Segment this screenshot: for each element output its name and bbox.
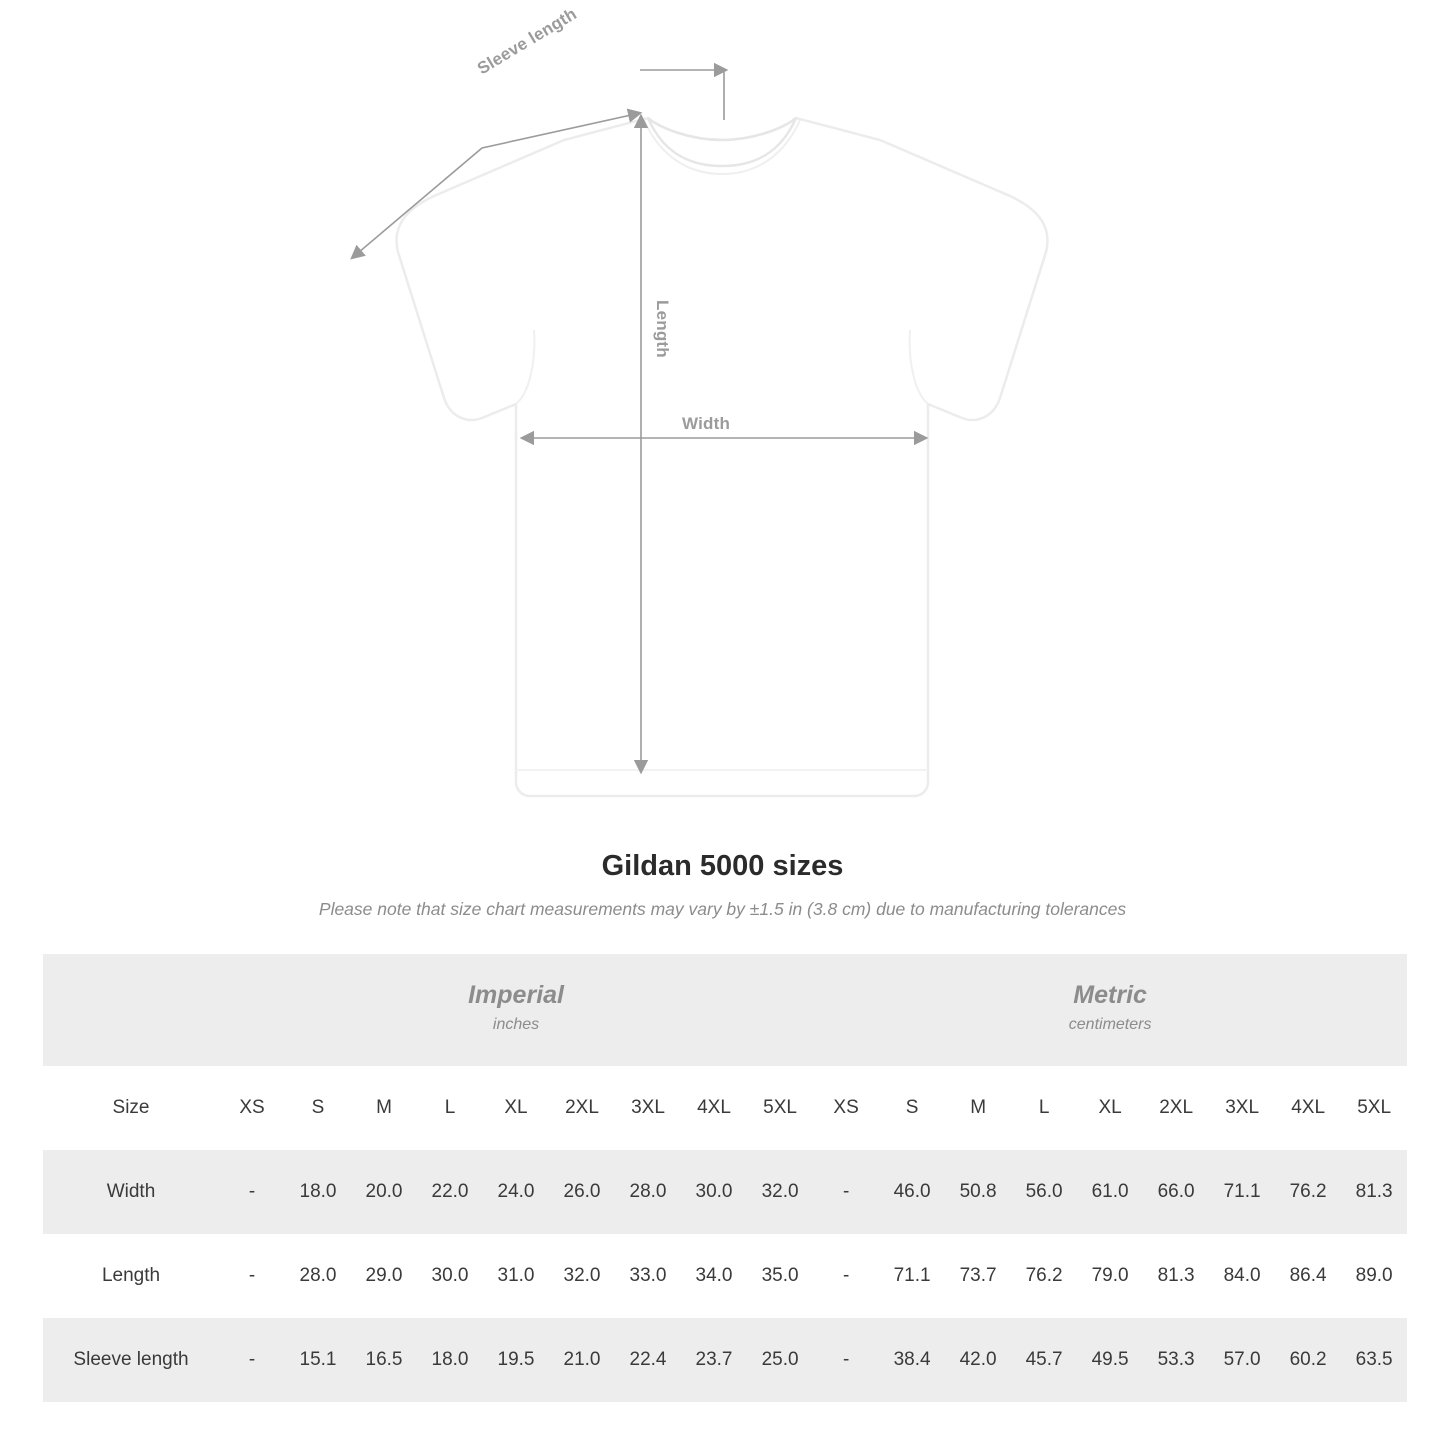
cell-width-imp-6: 28.0 [615,1150,681,1234]
row-label-length: Length [43,1234,219,1318]
cell-sleeve-imp-4: 19.5 [483,1318,549,1402]
unit-header-row [43,954,1407,1066]
cell-length-imp-8: 35.0 [747,1234,813,1318]
cell-sleeve-met-8: 63.5 [1341,1318,1407,1402]
size-header-met-8: 5XL [1341,1066,1407,1150]
cell-sleeve-imp-6: 22.4 [615,1318,681,1402]
cell-length-imp-5: 32.0 [549,1234,615,1318]
size-header-met-2: M [945,1066,1011,1150]
length-label: Length [653,300,672,358]
cell-length-met-1: 71.1 [879,1234,945,1318]
cell-sleeve-met-3: 45.7 [1011,1318,1077,1402]
unit-metric [813,954,1407,1066]
unit-imperial-name: Imperial [468,980,564,1009]
cell-width-imp-5: 26.0 [549,1150,615,1234]
size-header-imp-1: S [285,1066,351,1150]
cell-sleeve-imp-2: 16.5 [351,1318,417,1402]
row-label-sleeve-length: Sleeve length [43,1318,219,1402]
cell-width-imp-7: 30.0 [681,1150,747,1234]
size-header-imp-5: 2XL [549,1066,615,1150]
size-header-met-6: 3XL [1209,1066,1275,1150]
cell-sleeve-met-0: - [813,1318,879,1402]
unit-imperial-sub: inches [492,1016,540,1034]
page-title: Gildan 5000 sizes [601,850,844,882]
cell-length-imp-4: 31.0 [483,1234,549,1318]
size-header-met-7: 4XL [1275,1066,1341,1150]
cell-width-imp-2: 20.0 [351,1150,417,1234]
table-row [43,1234,1407,1318]
cell-sleeve-met-1: 38.4 [879,1318,945,1402]
size-table-wrap [43,954,1402,1402]
unit-metric-name: Metric [1073,980,1147,1009]
size-chart-table [43,954,1407,1402]
sleeve-length-label: Sleeve length [474,4,580,79]
width-label: Width [682,414,731,433]
row-label-width: Width [43,1150,219,1234]
chart-heading [0,850,1445,920]
cell-sleeve-imp-3: 18.0 [417,1318,483,1402]
cell-sleeve-met-7: 60.2 [1275,1318,1341,1402]
cell-width-imp-3: 22.0 [417,1150,483,1234]
cell-width-imp-0: - [219,1150,285,1234]
size-header-imp-6: 3XL [615,1066,681,1150]
size-header-met-3: L [1011,1066,1077,1150]
unit-imperial [219,954,813,1066]
cell-length-met-8: 89.0 [1341,1234,1407,1318]
cell-width-met-8: 81.3 [1341,1150,1407,1234]
cell-length-imp-6: 33.0 [615,1234,681,1318]
cell-width-met-4: 61.0 [1077,1150,1143,1234]
cell-width-imp-1: 18.0 [285,1150,351,1234]
cell-sleeve-met-2: 42.0 [945,1318,1011,1402]
size-header-imp-2: M [351,1066,417,1150]
size-header-imp-3: L [417,1066,483,1150]
cell-sleeve-imp-7: 23.7 [681,1318,747,1402]
unit-metric-sub: centimeters [1068,1016,1152,1034]
size-header-row [43,1066,1407,1150]
cell-width-met-7: 76.2 [1275,1150,1341,1234]
cell-width-met-3: 56.0 [1011,1150,1077,1234]
size-header-met-1: S [879,1066,945,1150]
size-header-imp-0: XS [219,1066,285,1150]
size-header-met-5: 2XL [1143,1066,1209,1150]
size-header-imp-4: XL [483,1066,549,1150]
cell-width-met-0: - [813,1150,879,1234]
size-header-met-0: XS [813,1066,879,1150]
cell-width-imp-4: 24.0 [483,1150,549,1234]
cell-sleeve-met-4: 49.5 [1077,1318,1143,1402]
cell-width-met-5: 66.0 [1143,1150,1209,1234]
size-header-imp-8: 5XL [747,1066,813,1150]
cell-sleeve-imp-8: 25.0 [747,1318,813,1402]
size-header-imp-7: 4XL [681,1066,747,1150]
cell-sleeve-imp-1: 15.1 [285,1318,351,1402]
cell-length-met-6: 84.0 [1209,1234,1275,1318]
cell-width-met-1: 46.0 [879,1150,945,1234]
table-row [43,1150,1407,1234]
cell-sleeve-met-6: 57.0 [1209,1318,1275,1402]
cell-length-imp-0: - [219,1234,285,1318]
cell-length-met-3: 76.2 [1011,1234,1077,1318]
cell-length-met-7: 86.4 [1275,1234,1341,1318]
cell-length-met-0: - [813,1234,879,1318]
unit-spacer [43,954,219,1066]
size-header-label: Size [43,1066,219,1150]
cell-sleeve-met-5: 53.3 [1143,1318,1209,1402]
tolerance-note: Please note that size chart measurements may vary by ±1.5 in (3.8 cm) due to manufacturing tolerances [318,899,1127,919]
cell-length-met-4: 79.0 [1077,1234,1143,1318]
cell-width-met-6: 71.1 [1209,1150,1275,1234]
cell-sleeve-imp-5: 21.0 [549,1318,615,1402]
cell-width-met-2: 50.8 [945,1150,1011,1234]
cell-width-imp-8: 32.0 [747,1150,813,1234]
cell-length-imp-3: 30.0 [417,1234,483,1318]
table-row [43,1318,1407,1402]
cell-length-imp-1: 28.0 [285,1234,351,1318]
cell-length-met-5: 81.3 [1143,1234,1209,1318]
cell-sleeve-imp-0: - [219,1318,285,1402]
cell-length-imp-7: 34.0 [681,1234,747,1318]
cell-length-met-2: 73.7 [945,1234,1011,1318]
cell-length-imp-2: 29.0 [351,1234,417,1318]
size-header-met-4: XL [1077,1066,1143,1150]
